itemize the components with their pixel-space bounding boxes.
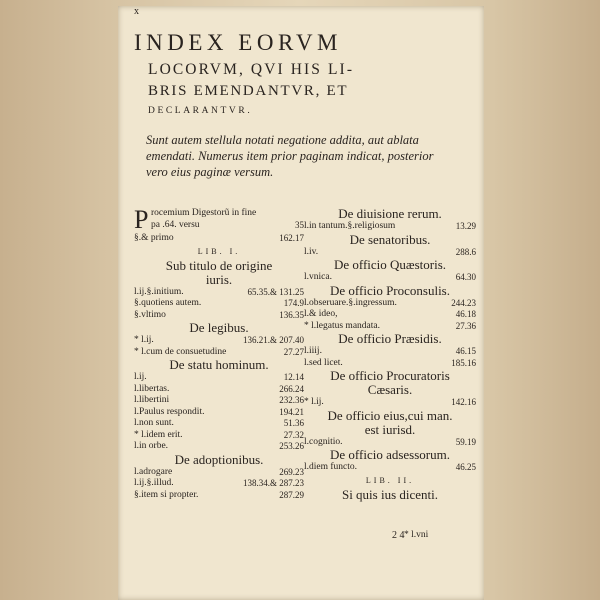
- rows-d: [304, 298, 476, 333]
- section-heading: De officio Proconsulis.: [330, 282, 450, 298]
- section-heading: De officio Præsidis.: [338, 331, 442, 346]
- drop-capital: P: [134, 205, 149, 234]
- index-entry: [134, 287, 304, 299]
- index-entry: [134, 490, 304, 502]
- entry-citation: l.iv.: [304, 246, 319, 257]
- rows-f: [304, 397, 476, 409]
- entry-citation: §.vltimo: [134, 309, 166, 320]
- section-heading-cont: iuris.: [205, 271, 233, 287]
- entry-page-ref: 162.17: [279, 233, 304, 243]
- first-entry-ref: 35: [295, 220, 304, 230]
- section-heading: De diuisione rerum.: [338, 206, 442, 221]
- entry-citation: * l.ij.: [134, 335, 154, 345]
- right-column: [304, 207, 476, 502]
- book-heading-lib-2: LIB. II.: [365, 475, 415, 485]
- entry-page-ref: 13.29: [455, 221, 476, 231]
- entry-citation: l.vnica.: [304, 272, 332, 282]
- entry-citation: l.in orbe.: [134, 441, 169, 451]
- entry-page-ref: 266.24: [279, 383, 304, 394]
- section-heading: Sub titulo de origine: [165, 257, 273, 273]
- entry-page-ref: 253.26: [279, 441, 304, 451]
- entry-page-ref: 27.27: [283, 346, 304, 357]
- entry-page-ref: 136.21.& 207.40: [242, 335, 304, 345]
- section-heading: De officio adsessorum.: [330, 447, 450, 462]
- index-entry: [304, 309, 476, 321]
- catchword: * l.vni: [404, 530, 429, 540]
- entry-citation: l.ij.§.initium.: [134, 286, 184, 297]
- entry-citation: l.adrogare: [134, 466, 173, 477]
- entry-page-ref: 65.35.& 131.25: [247, 286, 304, 297]
- entry-page-ref: 46.15: [455, 346, 476, 356]
- index-entry: [304, 272, 476, 284]
- first-entry-line-2: pa .64. versu: [151, 220, 200, 230]
- title-line-1: INDEX EORVM: [134, 30, 343, 55]
- entry-citation: l.& ideo,: [304, 309, 338, 319]
- rows-h: [304, 462, 476, 474]
- index-entry: [134, 233, 304, 245]
- entry-citation: l.libertas.: [134, 383, 170, 394]
- section-heading: De statu hominum.: [169, 357, 269, 372]
- intro-paragraph: Sunt autem stellula notati negatione addita, aut ablata emendati. Numerus item prior paginam indicat, posterior vero eius paginæ versum.: [146, 133, 434, 179]
- rows-d: [134, 372, 304, 453]
- index-entry: [304, 321, 476, 333]
- entry-citation: l.ij.: [134, 372, 147, 382]
- index-entry: [134, 298, 304, 310]
- index-entry: [134, 441, 304, 453]
- index-entry: [134, 467, 304, 479]
- index-entry: [134, 310, 304, 322]
- entry-page-ref: 27.36: [455, 320, 476, 331]
- entry-page-ref: 142.16: [451, 397, 476, 407]
- entry-citation: l.sed licet.: [304, 357, 343, 368]
- entry-page-ref: 138.34.& 287.23: [242, 478, 304, 488]
- title-line-3: BRIS EMENDANTVR, ET: [148, 83, 349, 99]
- entry-citation: * l.cum de consuetudine: [134, 346, 227, 357]
- entry-citation: l.non sunt.: [134, 418, 174, 428]
- entry-citation: * l.ij.: [304, 397, 324, 407]
- rows-e: [304, 346, 476, 369]
- section-heading: De legibus.: [189, 320, 249, 335]
- section-heading: De officio eius,cui man.: [327, 407, 453, 423]
- index-entry: [304, 247, 476, 259]
- entry-citation: l.in tantum.§.religiosum: [304, 221, 396, 231]
- rows-g: [304, 437, 476, 449]
- index-entry: [304, 221, 476, 233]
- section-heading: Si quis ius dicenti.: [341, 486, 439, 502]
- entry-page-ref: 46.25: [455, 462, 476, 472]
- entry-citation: §.item si propter.: [134, 489, 199, 500]
- entry-citation: * l.idem erit.: [134, 429, 183, 440]
- entry-citation: l.libertini: [134, 395, 170, 405]
- rows-b: [134, 287, 304, 322]
- rows-a: [304, 221, 476, 233]
- entry-page-ref: 287.29: [279, 489, 304, 500]
- entry-page-ref: 244.23: [451, 297, 476, 308]
- index-entry: [304, 358, 476, 370]
- entry-citation: l.iiij.: [304, 346, 322, 356]
- entry-page-ref: 136.35: [279, 309, 304, 320]
- first-entry: [134, 207, 304, 233]
- entry-page-ref: 174.9: [283, 298, 304, 308]
- rows-c: [304, 272, 476, 284]
- entry-page-ref: 12.14: [283, 372, 304, 382]
- first-entry-line-1: rocemium Digestorũ in fine: [151, 208, 257, 218]
- entry-citation: * l.legatus mandata.: [304, 320, 380, 331]
- index-entry: [134, 418, 304, 430]
- entry-page-ref: 64.30: [455, 272, 476, 282]
- index-entry: [134, 407, 304, 419]
- section-heading-cont: est iurisd.: [364, 421, 416, 437]
- title-line-4: DECLARANTVR.: [148, 106, 253, 116]
- index-entry: [304, 397, 476, 409]
- entry-page-ref: 27.32: [283, 429, 304, 440]
- index-entry: [134, 372, 304, 384]
- index-entry: [304, 346, 476, 358]
- entry-page-ref: 288.6: [455, 246, 476, 257]
- index-entry: [304, 462, 476, 474]
- index-entry: [304, 437, 476, 449]
- title-line-2: LOCORVM, QVI HIS LI-: [148, 61, 355, 78]
- entry-page-ref: 232.36: [279, 395, 304, 405]
- index-entry: [134, 347, 304, 359]
- entry-citation: l.obseruare.§.ingressum.: [304, 297, 397, 308]
- entry-citation: l.ij.§.illud.: [134, 478, 174, 488]
- entry-citation: l.Paulus respondit.: [134, 406, 205, 417]
- left-column: [134, 207, 304, 501]
- signature-mark: x: [134, 6, 139, 17]
- index-entry: [304, 298, 476, 310]
- section-heading: De officio Quæstoris.: [333, 257, 447, 272]
- index-entry: [134, 430, 304, 442]
- rows-c: [134, 335, 304, 358]
- entry-page-ref: 59.19: [455, 436, 476, 447]
- rows-b: [304, 247, 476, 259]
- entry-citation: l.diem functo.: [304, 462, 358, 472]
- entry-citation: l.cognitio.: [304, 436, 343, 447]
- rows-e: [134, 467, 304, 502]
- index-entry: [134, 395, 304, 407]
- page-number: 2 4: [392, 530, 405, 541]
- index-entry: [134, 335, 304, 347]
- entry-page-ref: 185.16: [451, 357, 476, 368]
- section-heading: De adoptionibus.: [174, 451, 264, 467]
- entry-page-ref: 194.21: [279, 406, 304, 417]
- entry-page-ref: 51.36: [283, 418, 304, 428]
- entry-citation: §.& primo: [134, 233, 174, 243]
- entry-citation: §.quotiens autem.: [134, 298, 202, 308]
- section-heading: De officio Procuratoris: [330, 368, 450, 383]
- entry-page-ref: 269.23: [279, 466, 304, 477]
- index-entry: [134, 478, 304, 490]
- section-heading-cont: Cæsaris.: [367, 382, 413, 397]
- entry-page-ref: 46.18: [455, 309, 476, 319]
- section-heading: De senatoribus.: [349, 231, 431, 247]
- index-entry: [134, 384, 304, 396]
- book-heading-lib-1: LIB. I.: [197, 246, 241, 256]
- rows-a: [134, 233, 304, 245]
